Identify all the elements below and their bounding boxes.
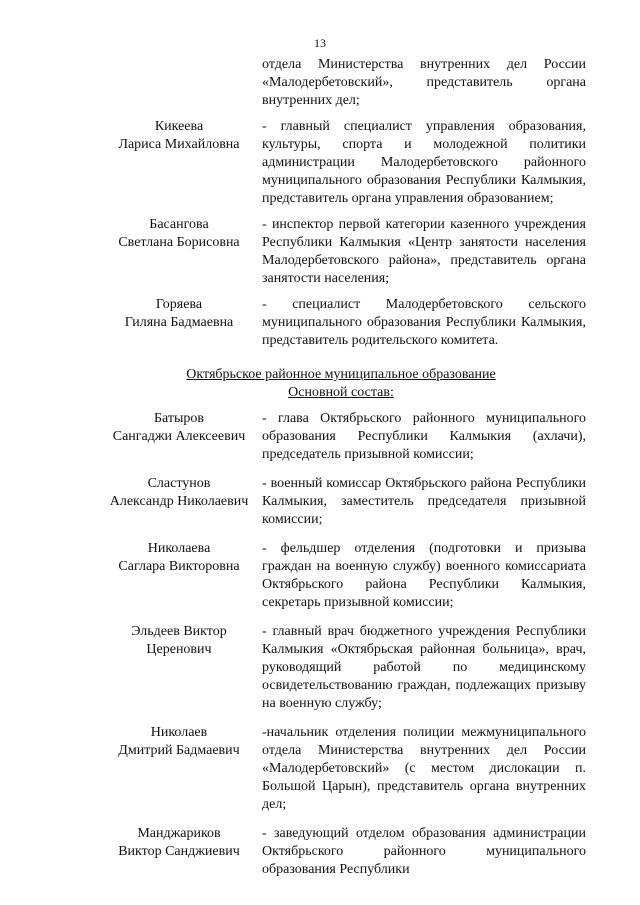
member-name: Манджариков Виктор Санджиевич [118, 826, 240, 859]
member-entry [96, 410, 586, 464]
member-name: Сластунов Александр Николаевич [109, 476, 249, 509]
page-number: 13 [314, 36, 326, 50]
section-subtitle: Основной состав: [288, 385, 394, 400]
member-entry [96, 475, 586, 529]
member-entry [96, 118, 586, 208]
member-name: Николаева Саглара Викторовна [118, 541, 240, 574]
member-name: Николаев Дмитрий Бадмаевич [118, 725, 240, 758]
member-name: Эльдеев Виктор Церенович [131, 624, 227, 657]
member-role: - глава Октябрьского районного муниципального образования Республики Калмыкия (ахлачи), председатель призывной комиссии; [262, 411, 586, 462]
member-role: отдела Министерства внутренних дел России «Малодербетовский», представитель органа внутренних дел; [262, 57, 586, 108]
member-name: Батыров Сангаджи Алексеевич [112, 411, 246, 444]
member-entry [96, 825, 586, 879]
member-role: - главный врач бюджетного учреждения Республики Калмыкия «Октябрьская районная больница», врач, руководящий работой по медицинскому освидетельствованию граждан, подлежащих призыву на военную службу; [262, 624, 586, 711]
member-role: - главный специалист управления образования, культуры, спорта и молодежной политики администрации Малодербетовского районного муниципального образования Республики Калмыкия, представитель органа управления образованием; [262, 119, 586, 206]
member-role: - инспектор первой категории казенного учреждения Республики Калмыкия «Центр занятости населения Малодербетовского района», представитель органа занятости населения; [262, 217, 586, 286]
member-entry [96, 540, 586, 612]
member-entry [96, 216, 586, 288]
member-name: Кикеева Лариса Михайловна [118, 119, 240, 152]
member-role: - специалист Малодербетовского сельского муниципального образования Республики Калмыкия, представитель родительского комитета. [262, 297, 586, 348]
member-role: - фельдшер отделения (подготовки и призыва граждан на военную службу) военного комиссариата Октябрьского района Республики Калмыкия, секретарь призывной комиссии; [262, 541, 586, 610]
member-entry [96, 623, 586, 713]
intro-entry [96, 56, 586, 110]
member-entry [96, 724, 586, 814]
member-name: Горяева Гиляна Бадмаевна [124, 297, 234, 330]
member-entry [96, 296, 586, 350]
member-role: - заведующий отделом образования администрации Октябрьского районного муниципального образования Республики [262, 826, 586, 877]
section-title: Октябрьское районное муниципальное образование [186, 367, 496, 382]
member-name: Басангова Светлана Борисовна [118, 217, 240, 250]
document-body [96, 56, 586, 879]
member-role: -начальник отделения полиции межмуниципального отдела Министерства внутренних дел России «Малодербетовский» (с местом дислокации п. Большой Царын), представитель органа внутренних дел; [262, 725, 586, 812]
member-role: - военный комиссар Октябрьского района Республики Калмыкия, заместитель председателя призывной комиссии; [262, 476, 586, 527]
